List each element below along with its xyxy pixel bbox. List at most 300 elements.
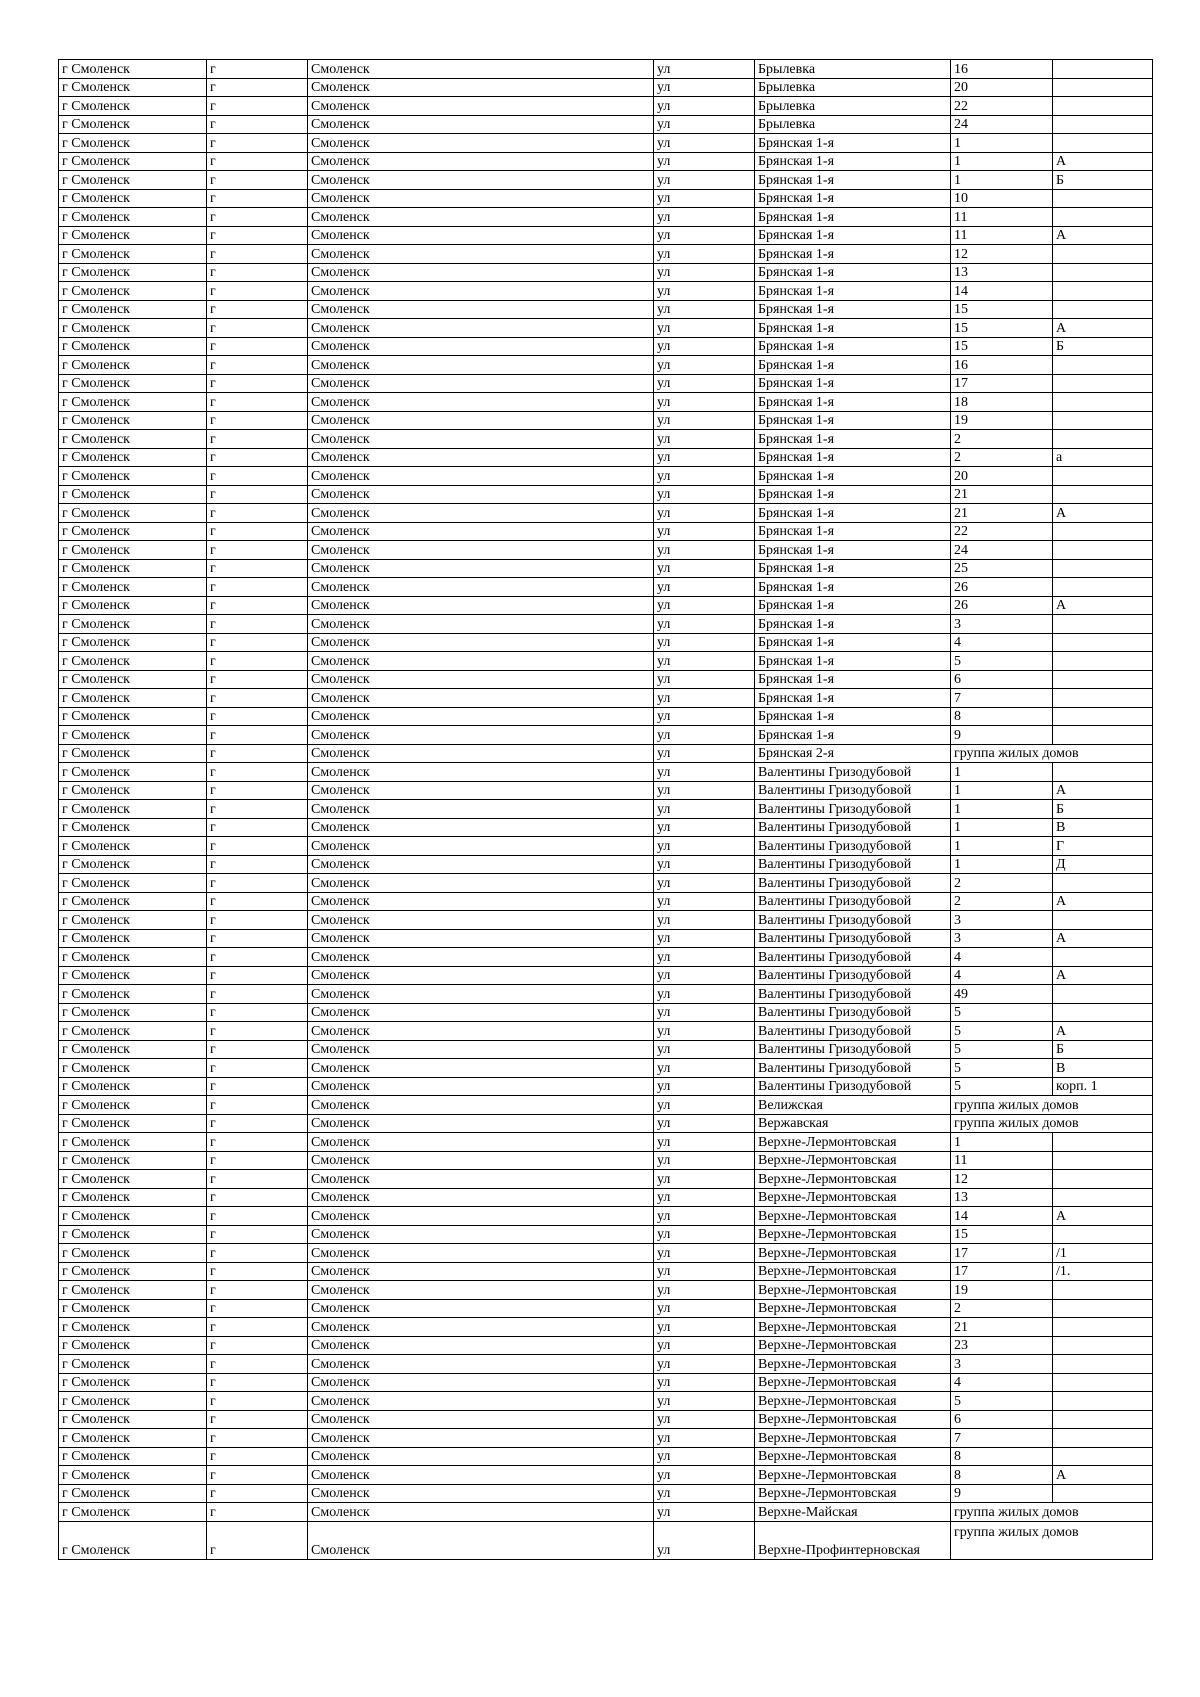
locality-cell: Смоленск (308, 171, 654, 190)
street-type-cell: ул (654, 134, 755, 153)
region-cell: г Смоленск (59, 1003, 207, 1022)
street-type-cell: ул (654, 504, 755, 523)
street-cell: Брянская 1-я (755, 485, 951, 504)
table-row (59, 818, 1153, 837)
building-cell (1053, 689, 1153, 708)
region-cell: г Смоленск (59, 430, 207, 449)
locality-type-cell: г (207, 411, 308, 430)
region-cell: г Смоленск (59, 78, 207, 97)
street-cell: Брянская 1-я (755, 171, 951, 190)
region-cell: г Смоленск (59, 1188, 207, 1207)
street-type-cell: ул (654, 744, 755, 763)
table-row (59, 837, 1153, 856)
locality-type-cell: г (207, 615, 308, 634)
building-cell (1053, 578, 1153, 597)
street-type-cell: ул (654, 245, 755, 264)
region-cell: г Смоленск (59, 892, 207, 911)
street-cell: Брянская 1-я (755, 337, 951, 356)
locality-cell: Смоленск (308, 522, 654, 541)
street-type-cell: ул (654, 171, 755, 190)
building-cell: Б (1053, 337, 1153, 356)
region-cell: г Смоленск (59, 1170, 207, 1189)
table-row (59, 985, 1153, 1004)
building-cell: А (1053, 319, 1153, 338)
locality-type-cell: г (207, 1410, 308, 1429)
house-cell: 3 (951, 911, 1053, 930)
locality-type-cell: г (207, 966, 308, 985)
table-row (59, 559, 1153, 578)
street-type-cell: ул (654, 189, 755, 208)
locality-type-cell: г (207, 855, 308, 874)
house-cell: группа жилых домов (951, 744, 1153, 763)
table-row (59, 1373, 1153, 1392)
locality-cell: Смоленск (308, 707, 654, 726)
table-row (59, 1114, 1153, 1133)
locality-cell: Смоленск (308, 282, 654, 301)
region-cell: г Смоленск (59, 929, 207, 948)
region-cell: г Смоленск (59, 1521, 207, 1559)
locality-type-cell: г (207, 818, 308, 837)
house-cell: 22 (951, 522, 1053, 541)
locality-type-cell: г (207, 97, 308, 116)
locality-cell: Смоленск (308, 226, 654, 245)
locality-cell: Смоленск (308, 1040, 654, 1059)
table-row (59, 1170, 1153, 1189)
street-type-cell: ул (654, 1188, 755, 1207)
locality-cell: Смоленск (308, 1059, 654, 1078)
house-cell: 19 (951, 411, 1053, 430)
house-cell: 26 (951, 596, 1053, 615)
locality-type-cell: г (207, 837, 308, 856)
house-cell: 17 (951, 1262, 1053, 1281)
region-cell: г Смоленск (59, 837, 207, 856)
locality-type-cell: г (207, 78, 308, 97)
table-row (59, 411, 1153, 430)
street-type-cell: ул (654, 1225, 755, 1244)
locality-type-cell: г (207, 448, 308, 467)
street-cell: Валентины Гризодубовой (755, 855, 951, 874)
locality-cell: Смоленск (308, 485, 654, 504)
locality-type-cell: г (207, 707, 308, 726)
region-cell: г Смоленск (59, 652, 207, 671)
table-row (59, 966, 1153, 985)
locality-type-cell: г (207, 245, 308, 264)
house-cell: 5 (951, 1022, 1053, 1041)
street-type-cell: ул (654, 1003, 755, 1022)
house-cell: 9 (951, 1484, 1053, 1503)
street-type-cell: ул (654, 781, 755, 800)
street-type-cell: ул (654, 1077, 755, 1096)
region-cell: г Смоленск (59, 689, 207, 708)
table-row (59, 929, 1153, 948)
house-cell: 5 (951, 1003, 1053, 1022)
house-cell: 5 (951, 652, 1053, 671)
street-type-cell: ул (654, 97, 755, 116)
street-cell: Валентины Гризодубовой (755, 781, 951, 800)
house-cell: 8 (951, 1466, 1053, 1485)
locality-cell: Смоленск (308, 134, 654, 153)
street-cell: Верхне-Лермонтовская (755, 1133, 951, 1152)
locality-type-cell: г (207, 319, 308, 338)
house-cell: 2 (951, 892, 1053, 911)
region-cell: г Смоленск (59, 485, 207, 504)
street-type-cell: ул (654, 948, 755, 967)
locality-type-cell: г (207, 356, 308, 375)
table-row (59, 1188, 1153, 1207)
locality-type-cell: г (207, 744, 308, 763)
locality-type-cell: г (207, 115, 308, 134)
house-cell: 10 (951, 189, 1053, 208)
locality-type-cell: г (207, 652, 308, 671)
building-cell (1053, 1281, 1153, 1300)
building-cell (1053, 615, 1153, 634)
street-cell: Валентины Гризодубовой (755, 892, 951, 911)
street-type-cell: ул (654, 1392, 755, 1411)
table-row (59, 1022, 1153, 1041)
street-type-cell: ул (654, 60, 755, 79)
locality-cell: Смоленск (308, 115, 654, 134)
locality-type-cell: г (207, 1429, 308, 1448)
address-table (58, 59, 1153, 1560)
region-cell: г Смоленск (59, 633, 207, 652)
building-cell (1053, 430, 1153, 449)
locality-cell: Смоленск (308, 892, 654, 911)
street-type-cell: ул (654, 1244, 755, 1263)
table-row (59, 115, 1153, 134)
table-row (59, 652, 1153, 671)
locality-cell: Смоленск (308, 1114, 654, 1133)
locality-type-cell: г (207, 1466, 308, 1485)
house-cell: 3 (951, 1355, 1053, 1374)
street-type-cell: ул (654, 1040, 755, 1059)
table-row (59, 615, 1153, 634)
house-cell: 26 (951, 578, 1053, 597)
street-cell: Брянская 1-я (755, 208, 951, 227)
locality-type-cell: г (207, 263, 308, 282)
table-row (59, 467, 1153, 486)
street-type-cell: ул (654, 1447, 755, 1466)
table-row (59, 911, 1153, 930)
locality-cell: Смоленск (308, 1133, 654, 1152)
region-cell: г Смоленск (59, 1503, 207, 1522)
street-type-cell: ул (654, 800, 755, 819)
house-cell: 14 (951, 282, 1053, 301)
street-type-cell: ул (654, 300, 755, 319)
street-type-cell: ул (654, 670, 755, 689)
locality-cell: Смоленск (308, 1392, 654, 1411)
house-cell: 15 (951, 319, 1053, 338)
building-cell (1053, 1410, 1153, 1429)
table-row (59, 707, 1153, 726)
table-row (59, 1262, 1153, 1281)
region-cell: г Смоленск (59, 578, 207, 597)
building-cell: /1. (1053, 1262, 1153, 1281)
street-cell: Брянская 1-я (755, 541, 951, 560)
street-cell: Брянская 2-я (755, 744, 951, 763)
locality-type-cell: г (207, 1373, 308, 1392)
table-row (59, 1392, 1153, 1411)
region-cell: г Смоленск (59, 559, 207, 578)
house-cell: 1 (951, 152, 1053, 171)
locality-cell: Смоленск (308, 855, 654, 874)
locality-cell: Смоленск (308, 1077, 654, 1096)
table-row (59, 485, 1153, 504)
locality-type-cell: г (207, 1281, 308, 1300)
region-cell: г Смоленск (59, 1355, 207, 1374)
street-cell: Брянская 1-я (755, 134, 951, 153)
house-cell: 21 (951, 485, 1053, 504)
locality-type-cell: г (207, 1170, 308, 1189)
locality-type-cell: г (207, 633, 308, 652)
locality-cell: Смоленск (308, 1410, 654, 1429)
locality-type-cell: г (207, 189, 308, 208)
street-cell: Брянская 1-я (755, 615, 951, 634)
building-cell (1053, 263, 1153, 282)
locality-type-cell: г (207, 1114, 308, 1133)
street-type-cell: ул (654, 633, 755, 652)
building-cell: Б (1053, 800, 1153, 819)
house-cell: 5 (951, 1059, 1053, 1078)
street-type-cell: ул (654, 966, 755, 985)
table-row (59, 171, 1153, 190)
region-cell: г Смоленск (59, 1077, 207, 1096)
region-cell: г Смоленск (59, 504, 207, 523)
region-cell: г Смоленск (59, 467, 207, 486)
region-cell: г Смоленск (59, 1133, 207, 1152)
locality-cell: Смоленск (308, 189, 654, 208)
locality-cell: Смоленск (308, 1447, 654, 1466)
table-row (59, 763, 1153, 782)
building-cell: А (1053, 966, 1153, 985)
house-cell: 11 (951, 1151, 1053, 1170)
building-cell: А (1053, 152, 1153, 171)
locality-cell: Смоленск (308, 578, 654, 597)
building-cell (1053, 1447, 1153, 1466)
locality-type-cell: г (207, 1318, 308, 1337)
building-cell (1053, 300, 1153, 319)
street-cell: Брянская 1-я (755, 226, 951, 245)
house-cell: 21 (951, 504, 1053, 523)
table-row (59, 1521, 1153, 1559)
street-cell: Брянская 1-я (755, 189, 951, 208)
street-cell: Брянская 1-я (755, 522, 951, 541)
region-cell: г Смоленск (59, 1336, 207, 1355)
house-cell: 11 (951, 226, 1053, 245)
house-cell: 18 (951, 393, 1053, 412)
building-cell (1053, 485, 1153, 504)
locality-type-cell: г (207, 1207, 308, 1226)
house-cell: 24 (951, 115, 1053, 134)
locality-type-cell: г (207, 596, 308, 615)
table-row (59, 1003, 1153, 1022)
table-row (59, 744, 1153, 763)
street-cell: Верхне-Лермонтовская (755, 1392, 951, 1411)
locality-type-cell: г (207, 1096, 308, 1115)
street-cell: Валентины Гризодубовой (755, 985, 951, 1004)
house-cell: 15 (951, 300, 1053, 319)
house-cell: 15 (951, 1225, 1053, 1244)
locality-cell: Смоленск (308, 393, 654, 412)
building-cell (1053, 60, 1153, 79)
locality-cell: Смоленск (308, 1096, 654, 1115)
region-cell: г Смоленск (59, 319, 207, 338)
region-cell: г Смоленск (59, 1392, 207, 1411)
region-cell: г Смоленск (59, 226, 207, 245)
house-cell: 5 (951, 1040, 1053, 1059)
locality-type-cell: г (207, 522, 308, 541)
table-row (59, 430, 1153, 449)
building-cell (1053, 985, 1153, 1004)
street-type-cell: ул (654, 319, 755, 338)
street-cell: Валентины Гризодубовой (755, 1003, 951, 1022)
table-row (59, 1059, 1153, 1078)
building-cell (1053, 245, 1153, 264)
street-cell: Верхне-Лермонтовская (755, 1484, 951, 1503)
house-cell: 5 (951, 1077, 1053, 1096)
locality-type-cell: г (207, 1392, 308, 1411)
street-type-cell: ул (654, 1207, 755, 1226)
locality-cell: Смоленск (308, 263, 654, 282)
street-type-cell: ул (654, 337, 755, 356)
locality-cell: Смоленск (308, 1429, 654, 1448)
locality-cell: Смоленск (308, 1336, 654, 1355)
street-type-cell: ул (654, 707, 755, 726)
locality-cell: Смоленск (308, 448, 654, 467)
street-type-cell: ул (654, 818, 755, 837)
building-cell (1053, 874, 1153, 893)
street-cell: Верхне-Лермонтовская (755, 1336, 951, 1355)
locality-type-cell: г (207, 504, 308, 523)
street-cell: Брянская 1-я (755, 689, 951, 708)
table-row (59, 152, 1153, 171)
locality-cell: Смоленск (308, 300, 654, 319)
region-cell: г Смоленск (59, 97, 207, 116)
locality-type-cell: г (207, 1003, 308, 1022)
house-cell: 17 (951, 1244, 1053, 1263)
table-row (59, 1318, 1153, 1337)
region-cell: г Смоленск (59, 596, 207, 615)
house-cell: группа жилых домов (951, 1114, 1153, 1133)
house-cell: 16 (951, 356, 1053, 375)
house-cell: 25 (951, 559, 1053, 578)
locality-cell: Смоленск (308, 430, 654, 449)
house-cell: 1 (951, 134, 1053, 153)
street-cell: Верхне-Майская (755, 1503, 951, 1522)
street-type-cell: ул (654, 596, 755, 615)
house-cell: 22 (951, 97, 1053, 116)
street-cell: Брянская 1-я (755, 374, 951, 393)
building-cell: корп. 1 (1053, 1077, 1153, 1096)
region-cell: г Смоленск (59, 726, 207, 745)
house-cell: 15 (951, 337, 1053, 356)
locality-cell: Смоленск (308, 1003, 654, 1022)
building-cell: а (1053, 448, 1153, 467)
table-row (59, 226, 1153, 245)
table-row (59, 1466, 1153, 1485)
street-type-cell: ул (654, 929, 755, 948)
street-cell: Валентины Гризодубовой (755, 800, 951, 819)
street-cell: Брянская 1-я (755, 670, 951, 689)
street-type-cell: ул (654, 1503, 755, 1522)
street-cell: Брянская 1-я (755, 448, 951, 467)
locality-type-cell: г (207, 763, 308, 782)
locality-cell: Смоленск (308, 1373, 654, 1392)
street-type-cell: ул (654, 763, 755, 782)
street-cell: Верхне-Лермонтовская (755, 1170, 951, 1189)
table-row (59, 300, 1153, 319)
building-cell (1053, 467, 1153, 486)
street-cell: Валентины Гризодубовой (755, 1059, 951, 1078)
street-cell: Брянская 1-я (755, 245, 951, 264)
house-cell: 14 (951, 1207, 1053, 1226)
table-row (59, 1299, 1153, 1318)
street-type-cell: ул (654, 522, 755, 541)
street-type-cell: ул (654, 615, 755, 634)
locality-cell: Смоленск (308, 1207, 654, 1226)
region-cell: г Смоленск (59, 818, 207, 837)
house-cell: 20 (951, 78, 1053, 97)
table-row (59, 781, 1153, 800)
locality-type-cell: г (207, 282, 308, 301)
region-cell: г Смоленск (59, 393, 207, 412)
street-cell: Велижская (755, 1096, 951, 1115)
locality-type-cell: г (207, 781, 308, 800)
house-cell: 16 (951, 60, 1053, 79)
locality-cell: Смоленск (308, 1188, 654, 1207)
street-type-cell: ул (654, 411, 755, 430)
region-cell: г Смоленск (59, 985, 207, 1004)
table-row (59, 1336, 1153, 1355)
locality-type-cell: г (207, 208, 308, 227)
street-type-cell: ул (654, 374, 755, 393)
building-cell (1053, 1336, 1153, 1355)
street-type-cell: ул (654, 1096, 755, 1115)
house-cell: 4 (951, 966, 1053, 985)
house-cell: 2 (951, 448, 1053, 467)
street-cell: Верхне-Лермонтовская (755, 1373, 951, 1392)
region-cell: г Смоленск (59, 1059, 207, 1078)
table-row (59, 1244, 1153, 1263)
street-cell: Верхне-Лермонтовская (755, 1318, 951, 1337)
building-cell (1053, 1225, 1153, 1244)
locality-type-cell: г (207, 726, 308, 745)
building-cell (1053, 1133, 1153, 1152)
locality-cell: Смоленск (308, 1151, 654, 1170)
street-type-cell: ул (654, 578, 755, 597)
street-type-cell: ул (654, 152, 755, 171)
building-cell: В (1053, 818, 1153, 837)
street-type-cell: ул (654, 1429, 755, 1448)
house-cell: группа жилых домов (951, 1096, 1153, 1115)
locality-type-cell: г (207, 1336, 308, 1355)
street-cell: Верхне-Лермонтовская (755, 1262, 951, 1281)
street-cell: Брянская 1-я (755, 707, 951, 726)
street-cell: Верхне-Лермонтовская (755, 1447, 951, 1466)
building-cell (1053, 911, 1153, 930)
street-cell: Брянская 1-я (755, 282, 951, 301)
street-cell: Вержавская (755, 1114, 951, 1133)
region-cell: г Смоленск (59, 1281, 207, 1300)
building-cell: А (1053, 504, 1153, 523)
house-cell: 13 (951, 263, 1053, 282)
house-cell: 1 (951, 818, 1053, 837)
locality-cell: Смоленск (308, 985, 654, 1004)
building-cell (1053, 189, 1153, 208)
locality-cell: Смоленск (308, 837, 654, 856)
table-row (59, 504, 1153, 523)
street-type-cell: ул (654, 1373, 755, 1392)
building-cell (1053, 948, 1153, 967)
